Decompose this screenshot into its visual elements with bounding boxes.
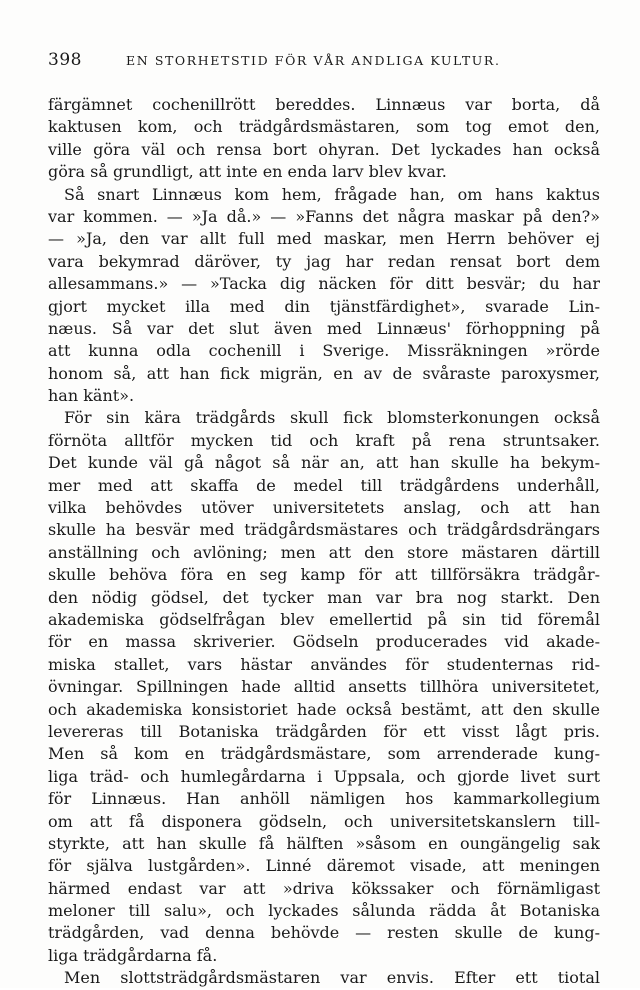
- paragraph-first-line: Men slottsträdgårdsmästaren var envis. Efter ett tiotal: [64, 968, 600, 988]
- text-line: för Linnæus. Han anhöll nämligen hos kammarkollegium: [48, 789, 600, 809]
- text-line: kaktusen kom, och trädgårdsmästaren, som tog emot den,: [48, 117, 600, 137]
- text-line: var kommen. — »Ja då.» — »Fanns det några maskar på den?»: [48, 206, 600, 226]
- page-number: 398: [48, 50, 82, 70]
- text-line: miska stallet, vars hästar användes för studenternas rid-: [48, 654, 600, 674]
- paragraph-first-line: Så snart Linnæus kom hem, frågade han, om hans kaktus: [64, 184, 600, 204]
- text-line: härmed endast var att »driva kökssaker och förnämligast: [48, 878, 600, 898]
- text-line: liga träd- och humlegårdarna i Uppsala, och gjorde livet surt: [48, 766, 600, 786]
- text-line: för själva lustgården». Linné däremot visade, att meningen: [48, 856, 600, 876]
- text-line: färgämnet cochenillrött bereddes. Linnæus var borta, då: [48, 95, 600, 114]
- text-line: mer med att skaffa de medel till trädgårdens underhåll,: [48, 475, 600, 495]
- text-line: honom så, att han fick migrän, en av de svåraste paroxysmer,: [48, 363, 600, 383]
- text-line: Men så kom en trädgårdsmästare, som arrenderade kung-: [48, 744, 600, 764]
- text-line: att kunna odla cochenill i Sverige. Missräkningen »rörde: [48, 341, 600, 361]
- text-line: ville göra väl och rensa bort ohyran. Det lyckades han också: [48, 139, 600, 159]
- text-line: styrkte, att han skulle få hälften »såsom en oungängelig sak: [48, 833, 600, 853]
- page-header: [48, 50, 600, 74]
- text-line: — »Ja, den var allt full med maskar, men Herrn behöver ej: [48, 229, 600, 249]
- text-line: vilka behövdes utöver universitetets anslag, och att han: [48, 498, 600, 518]
- text-line: förnöta alltför mycken tid och kraft på rena struntsaker.: [48, 430, 600, 450]
- text-line: gjort mycket illa med din tjänstfärdighet», svarade Lin-: [48, 296, 600, 316]
- text-line: göra så grundligt, att inte en enda larv blev kvar.: [48, 162, 447, 182]
- body-text: [48, 94, 600, 990]
- text-line: trädgården, vad denna behövde — resten skulle de kung-: [48, 923, 600, 943]
- text-line: liga trädgårdarna få.: [48, 945, 218, 965]
- text-line: allesammans.» — »Tacka dig näcken för ditt besvär; du har: [48, 274, 600, 294]
- text-line: den nödig gödsel, det tycker man var bra nog starkt. Den: [48, 587, 600, 607]
- text-line: skulle ha besvär med trädgårdsmästares och trädgårdsdrängars: [48, 520, 600, 540]
- text-line: meloner till salu», och lyckades sålunda rädda åt Botaniska: [48, 901, 600, 921]
- paragraph-first-line: För sin kära trädgårds skull fick blomsterkonungen också: [64, 408, 600, 428]
- text-line: akademiska gödselfrågan blev emellertid på sin tid föremål: [48, 609, 600, 629]
- text-line: om att få disponera gödseln, och universitetskanslern till-: [48, 811, 600, 831]
- text-line: och akademiska konsistoriet hade också bestämt, att den skulle: [48, 699, 600, 719]
- text-line: Det kunde väl gå något så när an, att han skulle ha bekym-: [48, 453, 600, 473]
- text-line: övningar. Spillningen hade alltid ansetts tillhöra universitetet,: [48, 677, 600, 697]
- text-line: skulle behöva föra en seg kamp för att tillförsäkra trädgår-: [48, 565, 600, 585]
- text-line: anställning och avlöning; men att den store mästaren därtill: [48, 542, 600, 562]
- text-line: vara bekymrad däröver, ty jag har redan rensat bort dem: [48, 251, 600, 271]
- text-line: næus. Så var det slut även med Linnæus' förhoppning på: [48, 318, 600, 338]
- running-title: EN STORHETSTID FÖR VÅR ANDLIGA KULTUR.: [126, 53, 501, 68]
- text-line: han känt».: [48, 386, 135, 406]
- text-line: levereras till Botaniska trädgården för ett visst lågt pris.: [48, 721, 600, 741]
- text-line: för en massa skriverier. Gödseln producerades vid akade-: [48, 632, 600, 652]
